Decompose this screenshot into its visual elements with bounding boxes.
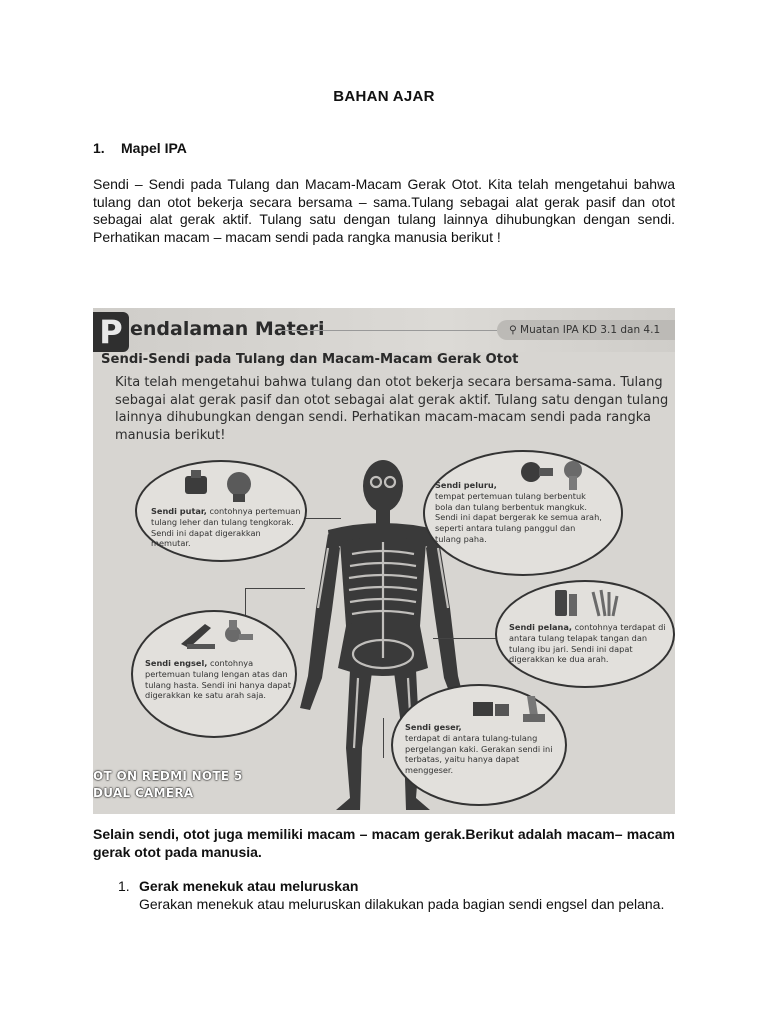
photo-paragraph: Kita telah mengetahui bahwa tulang dan otot bekerja secara bersama-sama. Tulang sebagai alat gerak pasif dan otot sebagai alat gerak aktif. Tulang satu dengan tulang lainnya dihubungkan dengan sendi. Perhatikan macam-macam sendi pada rangka manusia berikut! [115,375,669,443]
joint-text-peluru [435,480,603,545]
joint-desc-pelana: contohnya terdapat di antara tulang telapak tangan dan tulang ibu jari. Sendi ini dapat digerakkan ke dua arah. [509,622,666,665]
connector-line [301,518,341,519]
bubble-sendi-pelana [495,580,675,688]
textbook-photo [93,308,675,814]
connector-line [245,588,305,589]
joint-desc-geser: terdapat di antara tulang-tulang pergelangan kaki. Gerakan sendi ini terbatas, yaitu hanya dapat menggeser. [405,732,553,776]
watermark-line-1: OT ON REDMI NOTE 5 [93,769,243,783]
gliding-joint-icon [469,692,553,726]
banner-tag [497,320,675,340]
joint-desc-peluru: tempat pertemuan tulang berbentuk bola dan tulang berbentuk mangkuk. Sendi ini dapat bergerak ke semua arah, seperti antara tulang panggul dan tulang paha. [435,490,602,544]
bubble-sendi-peluru [423,450,623,576]
bubble-sendi-putar [135,460,307,562]
joint-name-peluru: Sendi peluru, [435,480,497,490]
banner-letter: P [93,312,129,352]
photo-banner [93,308,675,352]
joint-name-engsel: Sendi engsel, [145,658,208,668]
camera-watermark [93,768,243,802]
joint-text-engsel [145,658,293,701]
joint-desc-engsel: contohnya pertemuan tulang lengan atas dan tulang hasta. Sendi ini hanya dapat digerakkan ke satu arah saja. [145,658,291,701]
joint-desc-putar: contohnya pertemuan tulang leher dan tulang tengkorak. Sendi ini dapat digerakkan memutar. [151,506,301,549]
list-item-number: 1. [118,878,130,894]
section-heading [93,140,187,156]
neck-joint-icon [181,468,261,504]
section-number: 1. [93,140,105,156]
photo-subtitle: Sendi-Sendi pada Tulang dan Macam-Macam Gerak Otot [101,352,519,367]
intro-paragraph: Sendi – Sendi pada Tulang dan Macam-Macam Gerak Otot. Kita telah mengetahui bahwa tulang dan otot bekerja secara bersama – sama.Tulang sebagai alat gerak pasif dan otot sebagai alat gerak aktif. Tulang satu dengan tulang lainnya dihubungkan dengan sendi. Perhatikan macam – macam sendi pada rangka manusia berikut ! [93,176,675,245]
section-title: Mapel IPA [121,140,187,156]
banner-title: endalaman Materi [130,318,325,340]
bubble-sendi-engsel [131,610,297,738]
joint-name-putar: Sendi putar, [151,506,207,516]
joint-text-geser [405,722,553,776]
bubble-sendi-geser [391,684,567,806]
joint-text-putar [151,506,301,549]
hinge-joint-icon [177,618,257,652]
search-icon: ⚲ [509,324,521,336]
banner-divider [278,330,497,331]
connector-line [433,638,505,639]
saddle-joint-icon [549,586,623,620]
watermark-line-2: DUAL CAMERA [93,786,194,800]
joint-name-pelana: Sendi pelana, [509,622,573,632]
banner-tag-text: Muatan IPA KD 3.1 dan 4.1 [520,324,661,336]
list-item-body: Gerakan menekuk atau meluruskan dilakukan pada bagian sendi engsel dan pelana. [139,896,665,912]
list-item-heading: Gerak menekuk atau meluruskan [139,878,359,894]
joint-text-pelana [509,622,669,665]
document-title: BAHAN AJAR [333,88,435,105]
bottom-paragraph: Selain sendi, otot juga memiliki macam – macam gerak.Berikut adalah macam– macam gerak otot pada manusia. [93,826,675,860]
joint-name-geser: Sendi geser, [405,722,462,732]
connector-line [383,718,385,758]
